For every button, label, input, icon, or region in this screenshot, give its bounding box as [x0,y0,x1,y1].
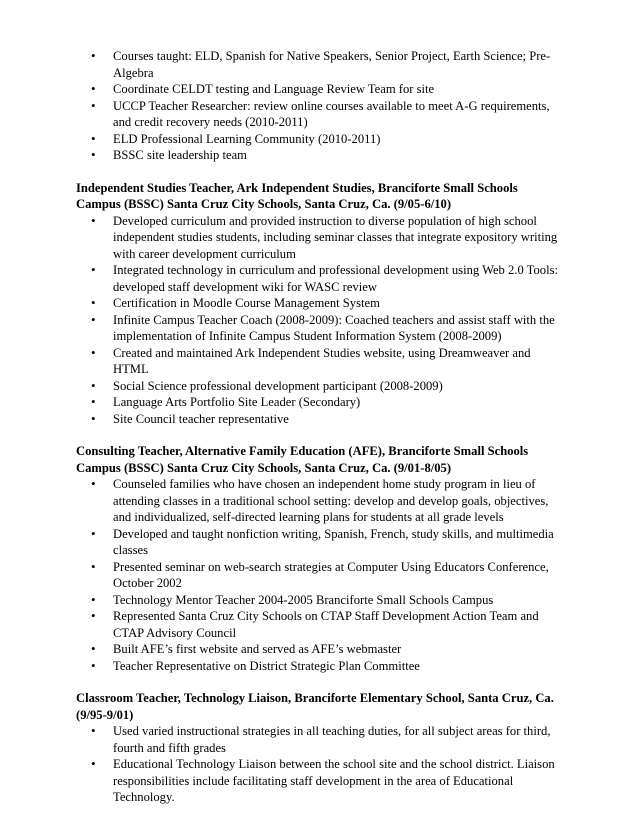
list-item: • Teacher Representative on District Strategic Plan Committee [76,658,566,675]
list-item: • Counseled families who have chosen an independent home study program in lieu of attending classes in a traditional school setting: develop and develop goals, objectives, and individualized, self-directed learning plans for students at all grade levels [76,476,566,526]
list-item: • Infinite Campus Teacher Coach (2008-2009): Coached teachers and assist staff with the implementation of Infinite Campus Student Information System (2008-2009) [76,312,566,345]
list-item: • Represented Santa Cruz City Schools on CTAP Staff Development Action Team and CTAP Advisory Council [76,608,566,641]
list-item: • BSSC site leadership team [76,147,566,164]
bullet-list [76,476,566,674]
list-item: • Developed and taught nonfiction writing, Spanish, French, study skills, and multimedia classes [76,526,566,559]
list-item: • UCCP Teacher Researcher: review online courses available to meet A-G requirements, and credit recovery needs (2010-2011) [76,98,566,131]
section-heading [76,180,566,213]
top-bullet-list [76,48,566,164]
list-item: • Site Council teacher representative [76,411,566,428]
section-heading [76,690,566,723]
list-item: • Language Arts Portfolio Site Leader (Secondary) [76,394,566,411]
heading-line: Campus (BSSC) Santa Cruz City Schools, Santa Cruz, Ca. (9/01-8/05) [76,460,452,475]
list-item: • Technology Mentor Teacher 2004-2005 Branciforte Small Schools Campus [76,592,566,609]
list-item: • Presented seminar on web-search strategies at Computer Using Educators Conference, October 2002 [76,559,566,592]
list-item: • Social Science professional development participant (2008-2009) [76,378,566,395]
section-consulting-teacher [76,443,566,674]
section-heading [76,443,566,476]
section-independent-studies [76,180,566,428]
heading-line: Classroom Teacher, Technology Liaison, Branciforte Elementary School, Santa Cruz, Ca. [76,691,554,705]
heading-line: (9/95-9/01) [76,707,134,722]
list-item: • Educational Technology Liaison between the school site and the school district. Liaison responsibilities include facilitating staff development in the area of Educational Technology. [76,756,566,806]
bullet-list [76,213,566,428]
list-item: • Built AFE’s first website and served as AFE’s webmaster [76,641,566,658]
heading-line: Campus (BSSC) Santa Cruz City Schools, Santa Cruz, Ca. (9/05-6/10) [76,197,452,211]
list-item: • Coordinate CELDT testing and Language Review Team for site [76,81,566,98]
list-item: • Developed curriculum and provided instruction to diverse population of high school independent studies students, including seminar classes that integrate expository writing with career development curriculum [76,213,566,263]
section-classroom-teacher [76,690,566,806]
list-item: • ELD Professional Learning Community (2010-2011) [76,131,566,148]
list-item: • Created and maintained Ark Independent Studies website, using Dreamweaver and HTML [76,345,566,378]
list-item: • Courses taught: ELD, Spanish for Native Speakers, Senior Project, Earth Science; Pre-Algebra [76,48,566,81]
list-item: • Certification in Moodle Course Management System [76,295,566,312]
bullet-list [76,723,566,806]
list-item: • Integrated technology in curriculum and professional development using Web 2.0 Tools: developed staff development wiki for WASC review [76,262,566,295]
heading-line: Independent Studies Teacher, Ark Independent Studies, Branciforte Small Schools [76,180,518,195]
list-item: • Used varied instructional strategies in all teaching duties, for all subject areas for third, fourth and fifth grades [76,723,566,756]
heading-line: Consulting Teacher, Alternative Family Education (AFE), Branciforte Small Schools [76,444,529,458]
